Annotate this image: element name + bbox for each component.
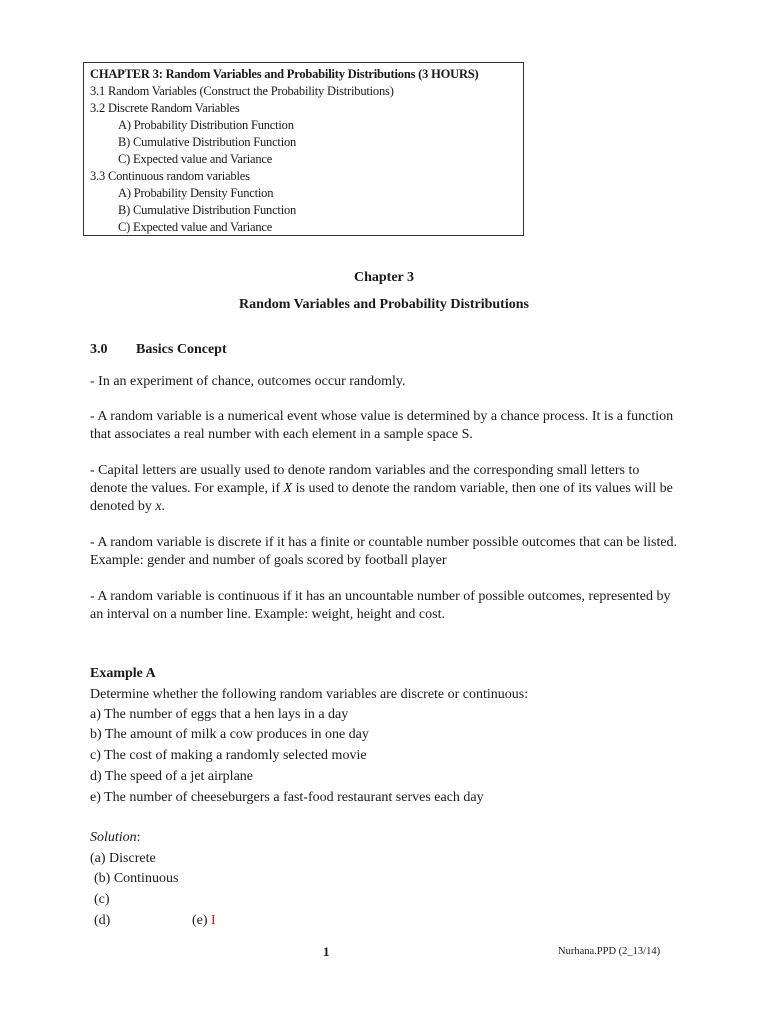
footer-note: Nurhana.PPD (2_13/14) <box>558 946 661 957</box>
outline-subitem: B) Cumulative Distribution Function <box>118 203 297 217</box>
outline-subitem: C) Expected value and Variance <box>118 152 273 166</box>
chapter-title: Random Variables and Probability Distributions <box>239 297 529 312</box>
outline-item: 3.1 Random Variables (Construct the Probability Distributions) <box>90 84 394 98</box>
notation-text: . <box>161 499 166 514</box>
page-number: 1 <box>323 944 330 959</box>
section-heading <box>90 342 227 358</box>
paragraph-discrete: - A random variable is discrete if it has a finite or countable number possible outcomes that can be listed. Example: gender and number of goals scored by football player <box>90 535 678 568</box>
outline-item: 3.3 Continuous random variables <box>90 169 250 183</box>
example-item: d) The speed of a jet airplane <box>90 769 254 784</box>
solution-a: (a) Discrete <box>90 851 156 866</box>
solution-c: (c) <box>94 892 110 907</box>
example-item: e) The number of cheeseburgers a fast-food restaurant serves each day <box>90 790 484 805</box>
solution-e-label: (e) <box>192 913 208 928</box>
section-title: Basics Concept <box>136 342 227 357</box>
outline-title: CHAPTER 3: Random Variables and Probability Distributions (3 HOURS) <box>90 67 479 81</box>
outline-subitem: C) Expected value and Variance <box>118 220 273 234</box>
chapter-outline-box <box>83 62 524 236</box>
chapter-label: Chapter 3 <box>353 270 415 285</box>
outline-subitem: A) Probability Distribution Function <box>118 118 294 132</box>
solution-e-mark: I <box>211 913 216 928</box>
paragraph-continuous: - A random variable is continuous if it has an uncountable number of possible outcomes, represented by an interval on a number line. Example: weight, height and cost. <box>90 589 671 622</box>
solution-colon: : <box>136 830 141 845</box>
example-item: a) The number of eggs that a hen lays in a day <box>90 707 349 722</box>
paragraph-outcomes: - In an experiment of chance, outcomes occur randomly. <box>90 374 406 389</box>
notation-text: - Capital letters are usually used to denote random variables and the corresponding small letters to denote the values. For example, if <box>90 463 640 496</box>
notation-text: is used to denote the random variable, then one of its values will be denoted by <box>90 481 673 514</box>
solution-b: (b) Continuous <box>94 871 179 886</box>
solution-label-text: Solution <box>90 830 137 845</box>
symbol-capital-x: X <box>283 481 293 496</box>
solution-label <box>90 829 141 847</box>
paragraph-random-variable: - A random variable is a numerical event whose value is determined by a chance process. It is a function that associates a real number with each element in a sample space S. <box>90 409 674 442</box>
paragraph-notation <box>90 462 680 516</box>
outline-subitem: A) Probability Density Function <box>118 186 274 200</box>
example-item: c) The cost of making a randomly selected movie <box>90 748 367 763</box>
example-title: Example A <box>90 666 156 681</box>
symbol-small-x: x <box>155 499 162 514</box>
example-item: b) The amount of milk a cow produces in one day <box>90 727 369 742</box>
example-prompt: Determine whether the following random variables are discrete or continuous: <box>90 687 529 702</box>
outline-item: 3.2 Discrete Random Variables <box>90 101 240 115</box>
outline-subitem: B) Cumulative Distribution Function <box>118 135 297 149</box>
solution-e <box>192 912 216 930</box>
solution-d: (d) <box>94 913 111 928</box>
section-number: 3.0 <box>90 342 108 357</box>
